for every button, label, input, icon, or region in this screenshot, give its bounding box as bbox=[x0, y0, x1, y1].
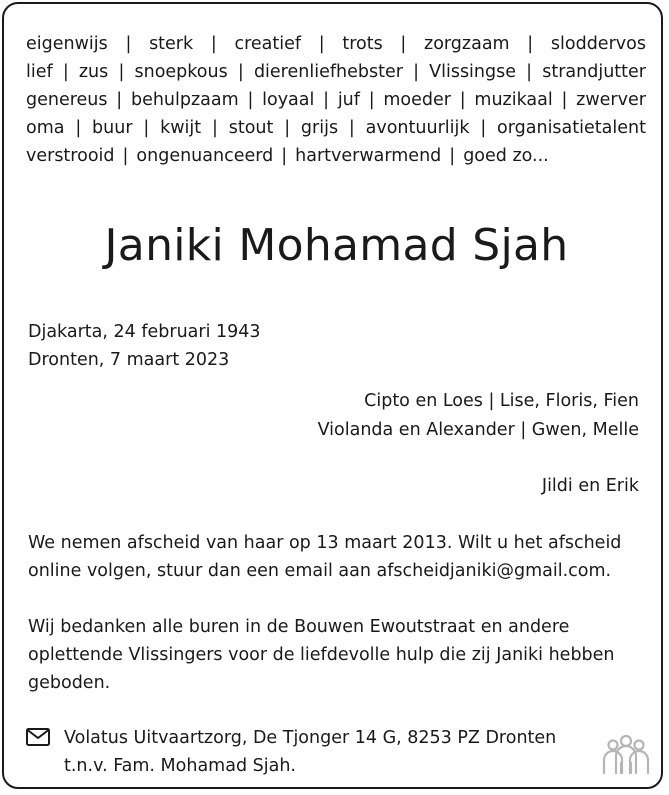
contact-block bbox=[26, 724, 556, 780]
trait-word: zwerver bbox=[576, 90, 646, 110]
trait-word: eigenwijs bbox=[26, 34, 108, 54]
trait-word: sterk bbox=[149, 34, 194, 54]
trait-separator: | bbox=[368, 90, 375, 110]
family-line: Cipto en Loes | Lise, Floris, Fien bbox=[364, 391, 639, 411]
trait-separator: | bbox=[348, 118, 355, 138]
trait-word: grijs bbox=[300, 118, 339, 138]
trait-separator: | bbox=[480, 118, 487, 138]
trait-word: verstrooid bbox=[26, 146, 115, 166]
trait-line bbox=[26, 86, 646, 114]
trait-word: avontuurlijk bbox=[365, 118, 470, 138]
birth-date: Djakarta, 24 februari 1943 bbox=[28, 322, 261, 342]
trait-word: sloddervos bbox=[550, 34, 646, 54]
trait-word: kwijt bbox=[160, 118, 202, 138]
people-watermark-icon bbox=[601, 733, 651, 775]
family-line: Jildi en Erik bbox=[541, 476, 639, 496]
trait-separator: | bbox=[459, 90, 466, 110]
trait-separator: | bbox=[143, 118, 150, 138]
death-date: Dronten, 7 maart 2023 bbox=[28, 350, 230, 370]
trait-separator: | bbox=[449, 146, 456, 166]
trait-separator: | bbox=[237, 62, 244, 82]
trait-separator: | bbox=[561, 90, 568, 110]
trait-separator: | bbox=[527, 34, 534, 54]
trait-word: creatief bbox=[234, 34, 302, 54]
dates-block bbox=[28, 318, 261, 374]
trait-word: snoepkous bbox=[134, 62, 228, 82]
trait-word: buur bbox=[92, 118, 133, 138]
trait-word: moeder bbox=[383, 90, 451, 110]
trait-word: stout bbox=[228, 118, 274, 138]
trait-word: goed zo... bbox=[463, 146, 549, 166]
trait-word: dierenliefhebster bbox=[253, 62, 403, 82]
paragraph-line: Wij bedanken alle buren in de Bouwen Ewoutstraat en andere bbox=[28, 617, 570, 637]
trait-word: zus bbox=[78, 62, 109, 82]
trait-separator: | bbox=[247, 90, 254, 110]
contact-text bbox=[64, 724, 556, 780]
trait-separator: | bbox=[413, 62, 419, 82]
trait-word: loyaal bbox=[262, 90, 315, 110]
trait-word: organisatietalent bbox=[497, 118, 646, 138]
announcement-card bbox=[2, 2, 663, 789]
trait-word: oma bbox=[26, 118, 65, 138]
trait-word: hartverwarmend bbox=[295, 146, 442, 166]
trait-word: lief bbox=[26, 62, 53, 82]
family-block bbox=[318, 387, 639, 501]
trait-separator: | bbox=[318, 34, 325, 54]
trait-line bbox=[26, 114, 646, 142]
trait-separator: | bbox=[116, 90, 123, 110]
trait-line bbox=[26, 58, 646, 86]
trait-separator: | bbox=[210, 34, 217, 54]
paragraph-line: oplettende Vlissingers voor de liefdevolle hulp die zij Janiki hebben bbox=[28, 645, 615, 665]
trait-word: zorgzaam bbox=[424, 34, 510, 54]
trait-word: muzikaal bbox=[474, 90, 553, 110]
contact-line: t.n.v. Fam. Mohamad Sjah. bbox=[64, 756, 296, 776]
trait-word: behulpzaam bbox=[130, 90, 239, 110]
paragraph-line: online volgen, stuur dan een email aan afscheidjaniki@gmail.com. bbox=[28, 561, 612, 581]
trait-separator: | bbox=[323, 90, 330, 110]
trait-separator: | bbox=[62, 62, 69, 82]
trait-separator: | bbox=[284, 118, 291, 138]
trait-separator: | bbox=[122, 146, 129, 166]
trait-word: strandjutter bbox=[542, 62, 646, 82]
spacer bbox=[318, 445, 639, 472]
family-line: Violanda en Alexander | Gwen, Melle bbox=[317, 420, 639, 440]
trait-separator: | bbox=[125, 34, 132, 54]
trait-line bbox=[26, 142, 646, 170]
trait-separator: | bbox=[75, 118, 82, 138]
trait-separator: | bbox=[281, 146, 288, 166]
trait-separator: | bbox=[118, 62, 125, 82]
trait-word: trots bbox=[342, 34, 383, 54]
envelope-icon bbox=[26, 728, 50, 746]
paragraph-line: geboden. bbox=[28, 673, 111, 693]
trait-line bbox=[26, 30, 646, 58]
contact-line: Volatus Uitvaartzorg, De Tjonger 14 G, 8253 PZ Dronten bbox=[64, 728, 557, 748]
trait-separator: | bbox=[400, 34, 407, 54]
trait-word: Vlissingse bbox=[429, 62, 517, 82]
thanks-paragraph bbox=[28, 613, 648, 697]
deceased-name: Janiki Mohamad Sjah bbox=[104, 220, 569, 271]
farewell-paragraph bbox=[28, 529, 648, 585]
trait-separator: | bbox=[211, 118, 218, 138]
trait-word: juf bbox=[337, 90, 360, 110]
traits-list bbox=[26, 30, 646, 170]
trait-word: genereus bbox=[26, 90, 108, 110]
paragraph-line: We nemen afscheid van haar op 13 maart 2013. Wilt u het afscheid bbox=[28, 533, 622, 553]
trait-separator: | bbox=[526, 62, 533, 82]
trait-word: ongenuanceerd bbox=[136, 146, 274, 166]
